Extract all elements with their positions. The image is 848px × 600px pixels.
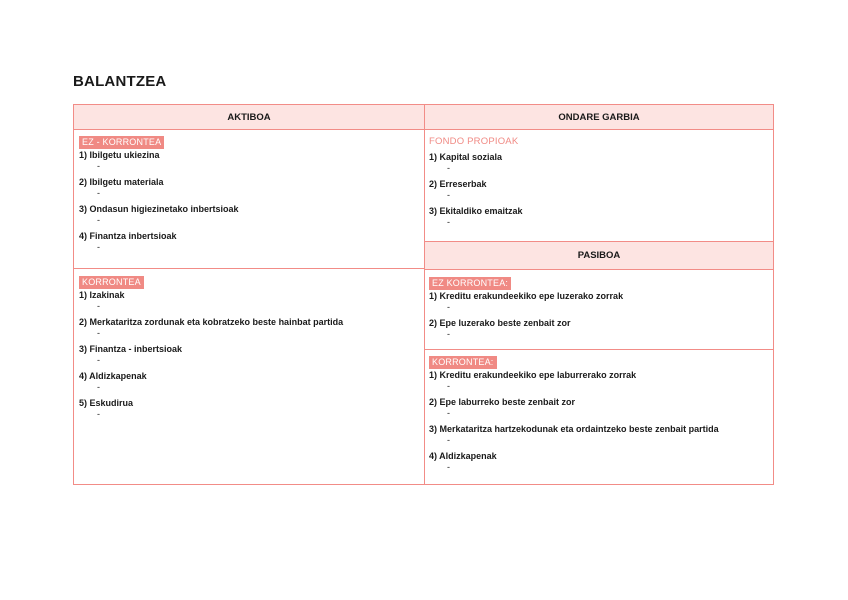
page-title: BALANTZEA [73,73,167,90]
list-value: - [447,190,450,200]
list-value: - [447,381,450,391]
list-value: - [447,163,450,173]
list-item: 4) Finantza inbertsioak [79,231,177,241]
list-value: - [447,435,450,445]
list-item: 1) Kreditu erakundeekiko epe laburrerako zorrak [429,370,637,380]
section-tag: KORRONTEA: [429,356,497,369]
list-item: 4) Aldizkapenak [429,451,497,461]
column-divider [424,105,425,484]
section-ez-korrontea [79,136,239,258]
list-value: - [97,355,100,365]
list-item: 1) Kreditu erakundeekiko epe luzerako zorrak [429,291,624,301]
list-value: - [97,382,100,392]
list-value: - [97,301,100,311]
list-value: - [447,329,450,339]
section-fondo-propioak [429,136,523,233]
section-pasibo-ez-korrontea [429,277,623,345]
section-korrontea [79,276,343,425]
list-value: - [447,217,450,227]
list-value: - [447,462,450,472]
section-tag: EZ KORRONTEA: [429,277,511,290]
list-item: 2) Epe luzerako beste zenbait zor [429,318,571,328]
list-value: - [97,215,100,225]
header-pasiboa: PASIBOA [425,241,773,270]
section-tag: KORRONTEA [79,276,144,289]
list-item: 3) Ondasun higiezinetako inbertsioak [79,204,239,214]
list-value: - [447,408,450,418]
section-tag: EZ - KORRONTEA [79,136,164,149]
list-item: 2) Erreserbak [429,179,487,189]
list-item: 2) Epe laburreko beste zenbait zor [429,397,576,407]
list-value: - [447,302,450,312]
list-value: - [97,242,100,252]
row-divider-right [425,349,773,350]
list-value: - [97,188,100,198]
header-ondare-garbia: ONDARE GARBIA [425,105,773,130]
list-item: 2) Merkataritza zordunak eta kobratzeko beste hainbat partida [79,317,344,327]
list-item: 3) Finantza - inbertsioak [79,344,183,354]
section-pasibo-korrontea [429,356,719,478]
list-item: 3) Merkataritza hartzekodunak eta ordaintzeko beste zenbait partida [429,424,719,434]
list-item: 3) Ekitaldiko emaitzak [429,206,523,216]
header-aktiboa: AKTIBOA [74,105,424,130]
row-divider-left [74,268,424,269]
list-item: 5) Eskudirua [79,398,134,408]
balance-table [73,104,774,485]
list-item: 1) Izakinak [79,290,125,300]
list-value: - [97,409,100,419]
list-item: 4) Aldizkapenak [79,371,147,381]
list-item: 1) Ibilgetu ukiezina [79,150,160,160]
list-value: - [97,161,100,171]
list-item: 2) Ibilgetu materiala [79,177,164,187]
section-tag: FONDO PROPIOAK [429,136,519,147]
list-value: - [97,328,100,338]
list-item: 1) Kapital soziala [429,152,503,162]
